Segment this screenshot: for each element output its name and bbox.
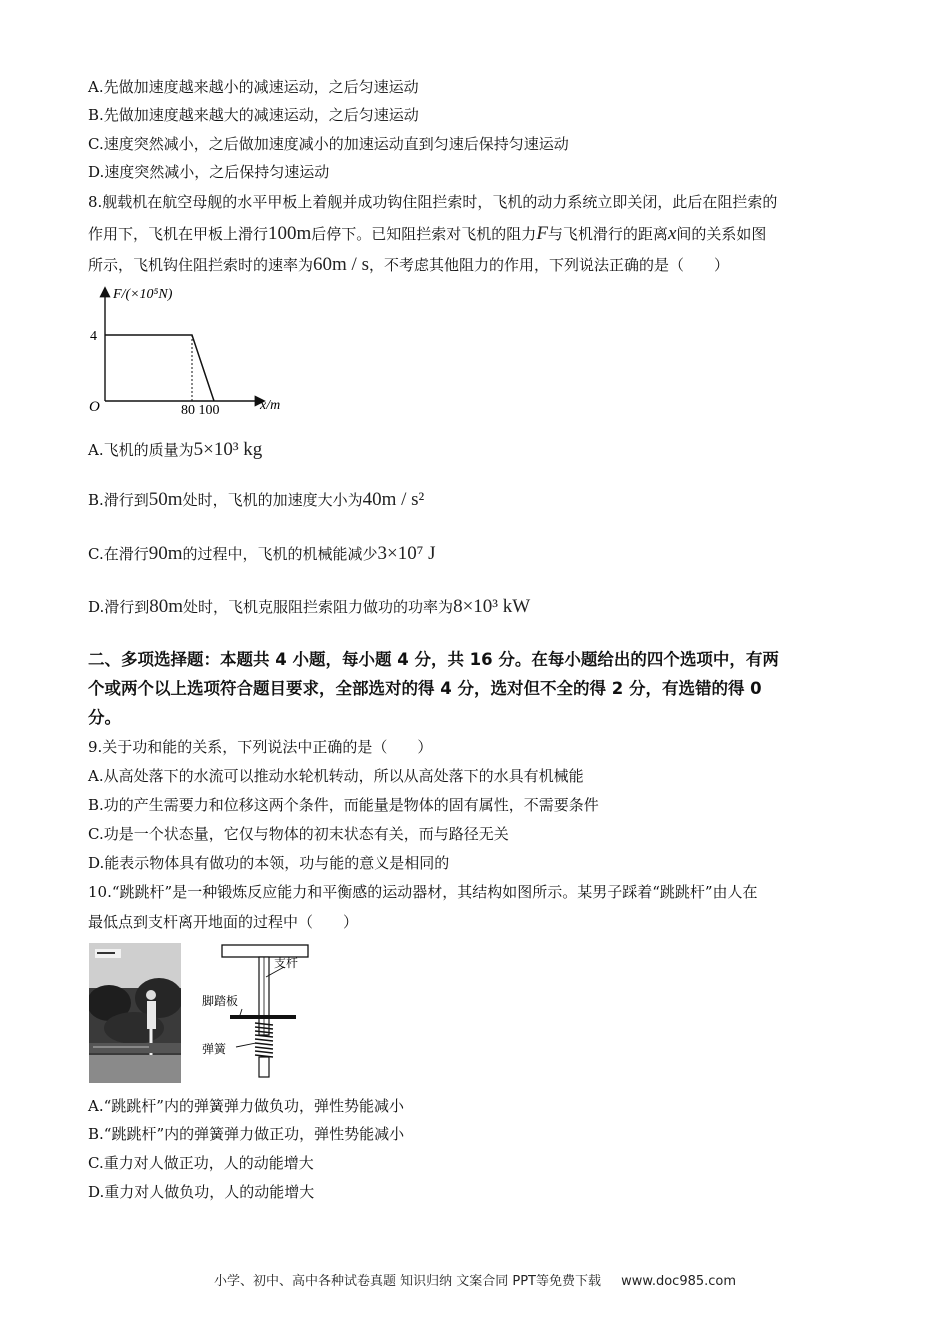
y-tick-label: 4 <box>90 329 97 344</box>
page-footer <box>0 1270 950 1289</box>
q8-symbol-f: F <box>536 223 548 244</box>
y-axis-label: F/(×10⁵N) <box>113 287 173 302</box>
q8-stem-line2: 作用下，飞机在甲板上滑行100m后停下。已知阻拦索对飞机的阻力F与飞机滑行的距离x间的关系如图 <box>88 223 767 244</box>
footer-text: 小学、初中、高中各种试卷真题 知识归纳 文案合同 PPT等免费下载 <box>213 1274 601 1289</box>
q9-option-c: C.功是一个状态量，它仅与物体的初末状态有关，而与路径无关 <box>88 825 509 843</box>
q8-symbol-x: x <box>667 223 677 244</box>
q8-stem-line1: 8.舰载机在航空母舰的水平甲板上着舰并成功钩住阻拦索时，飞机的动力系统立即关闭，此后在阻拦索的 <box>88 193 778 211</box>
x-tick-labels: 80 100 <box>181 403 220 418</box>
q9-option-a: A.从高处落下的水流可以推动水轮机转动，所以从高处落下的水具有机械能 <box>88 767 584 785</box>
section2-heading-line3: 分。 <box>88 708 121 727</box>
label-pole: 支杆 <box>274 956 299 970</box>
q10-stem-line2: 最低点到支杆离开地面的过程中（ ） <box>88 913 359 931</box>
q8-speed: 60m / s <box>313 254 369 275</box>
q8-stem-line3: 所示，飞机钩住阻拦索时的速率为60m / s，不考虑其他阻力的作用，下列说法正确的是（ ） <box>88 254 729 275</box>
force-curve <box>105 335 214 401</box>
q9-option-b: B.功的产生需要力和位移这两个条件，而能量是物体的固有属性，不需要条件 <box>88 796 599 814</box>
q10-option-d: D.重力对人做负功，人的动能增大 <box>88 1183 315 1201</box>
q7-option-b: B.先做加速度越来越大的减速运动，之后匀速运动 <box>88 106 419 124</box>
q8-option-b: B.滑行到50m处时，飞机的加速度大小为40m / s² <box>88 489 425 510</box>
q8-option-a: A.飞机的质量为5×10³ kg <box>88 439 263 460</box>
q9-stem: 9.关于功和能的关系，下列说法中正确的是（ ） <box>88 738 433 756</box>
force-distance-graph <box>85 283 285 423</box>
pogo-stick-diagram <box>200 943 320 1083</box>
section2-heading-line1: 二、多项选择题：本题共 4 小题，每小题 4 分，共 16 分。在每小题给出的四个选项中，有两 <box>88 650 779 669</box>
q10-option-a: A.“跳跳杆”内的弹簧弹力做负功，弹性势能减小 <box>88 1097 404 1115</box>
origin-label: O <box>89 399 100 415</box>
foot <box>259 1057 269 1077</box>
q7-option-a: A.先做加速度越来越小的减速运动，之后匀速运动 <box>88 78 419 96</box>
q8-option-c: C.在滑行90m的过程中，飞机的机械能减少3×10⁷ J <box>88 543 436 564</box>
q9-option-d: D.能表示物体具有做功的本领，功与能的意义是相同的 <box>88 854 450 872</box>
x-axis-label: x/m <box>260 398 281 413</box>
footer-site-link[interactable]: www.doc985.com <box>621 1274 737 1289</box>
spring <box>255 1023 273 1057</box>
pogo-stick-photo <box>89 943 181 1083</box>
q10-stem-line1: 10.“跳跳杆”是一种锻炼反应能力和平衡感的运动器材，其结构如图所示。某男子踩着“跳跳杆”由人在 <box>88 883 758 901</box>
q8-option-d: D.滑行到80m处时，飞机克服阻拦索阻力做功的功率为8×10³ kW <box>88 596 531 617</box>
q7-option-d: D.速度突然减小，之后保持匀速运动 <box>88 163 330 181</box>
pedal <box>230 1015 296 1019</box>
label-spring: 弹簧 <box>202 1042 227 1056</box>
q10-option-b: B.“跳跳杆”内的弹簧弹力做正功，弹性势能减小 <box>88 1125 405 1143</box>
q7-option-c: C.速度突然减小，之后做加速度减小的加速运动直到匀速后保持匀速运动 <box>88 135 569 153</box>
section2-heading-line2: 个或两个以上选项符合题目要求，全部选对的得 4 分，选对但不全的得 2 分，有选错的得 0 <box>88 679 762 698</box>
q10-option-c: C.重力对人做正功，人的动能增大 <box>88 1154 314 1172</box>
label-pedal: 脚踏板 <box>202 994 239 1008</box>
q8-distance: 100m <box>268 223 312 244</box>
